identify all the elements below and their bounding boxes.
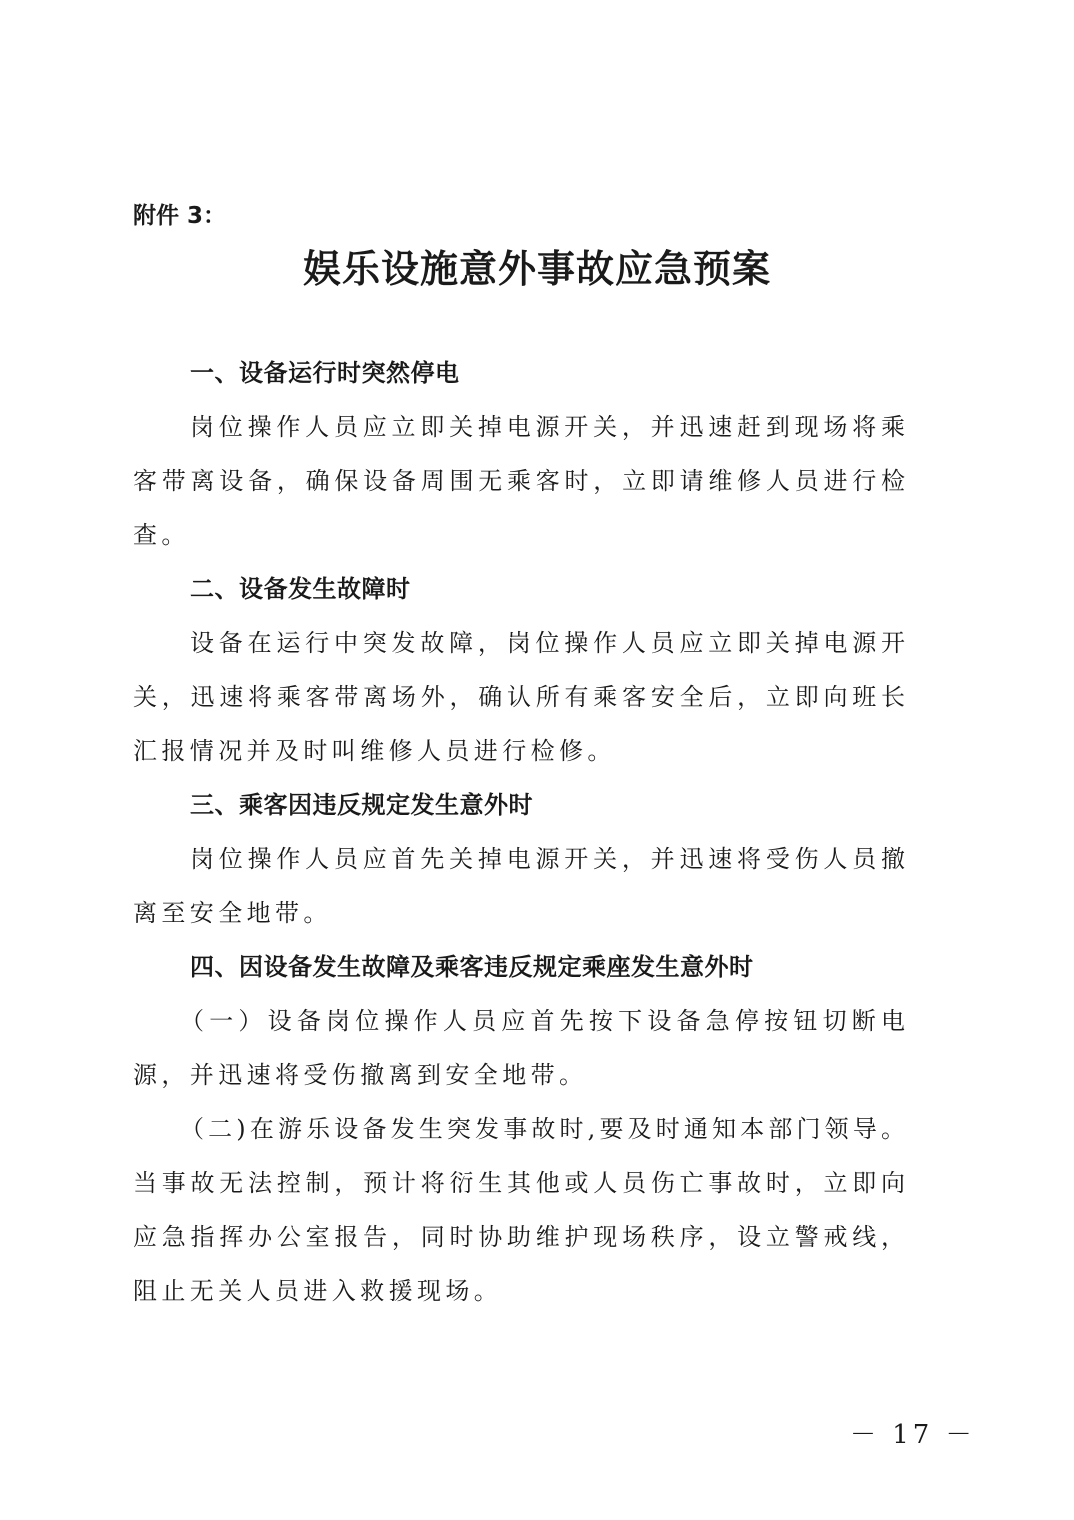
paragraph-line: （一）设备岗位操作人员应首先按下设备急停按钮切断电 (180, 1007, 905, 1035)
document-title: 娱乐设施意外事故应急预案 (302, 246, 771, 291)
section-heading: 三、乘客因违反规定发生意外时 (190, 791, 533, 819)
paragraph-line: 应急指挥办公室报告，同时协助维护现场秩序，设立警戒线， (133, 1223, 905, 1251)
paragraph-line: 关，迅速将乘客带离场外，确认所有乘客安全后，立即向班长 (133, 683, 905, 711)
document-body (133, 346, 905, 1318)
paragraph-line: 查。 (133, 521, 190, 549)
paragraph-line: 当事故无法控制，预计将衍生其他或人员伤亡事故时，立即向 (133, 1169, 905, 1197)
paragraph-line: 离至安全地带。 (133, 899, 332, 927)
paragraph-line: 岗位操作人员应首先关掉电源开关，并迅速将受伤人员撤 (190, 845, 905, 873)
paragraph-line: 设备在运行中突发故障，岗位操作人员应立即关掉电源开 (190, 629, 905, 657)
section-heading: 一、设备运行时突然停电 (190, 359, 460, 387)
section-heading: 四、因设备发生故障及乘客违反规定乘座发生意外时 (190, 953, 754, 981)
paragraph-line: 汇报情况并及时叫维修人员进行检修。 (133, 737, 616, 765)
paragraph-line: 岗位操作人员应立即关掉电源开关，并迅速赶到现场将乘 (190, 413, 905, 441)
section-heading: 二、设备发生故障时 (190, 575, 411, 603)
page-number: － 17 － (850, 1420, 976, 1450)
paragraph-line: （二)在游乐设备发生突发事故时,要及时通知本部门领导。 (180, 1115, 905, 1143)
attachment-label: 附件 3： (133, 203, 227, 229)
paragraph-line: 阻止无关人员进入救援现场。 (133, 1277, 503, 1305)
paragraph-line: 客带离设备，确保设备周围无乘客时，立即请维修人员进行检 (133, 467, 905, 495)
paragraph-line: 源，并迅速将受伤撤离到安全地带。 (133, 1061, 588, 1089)
